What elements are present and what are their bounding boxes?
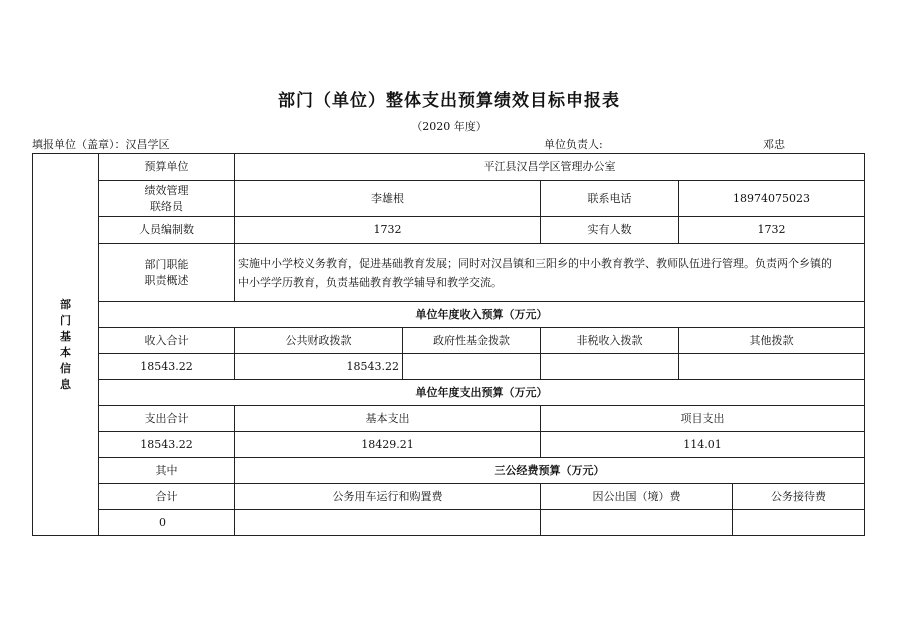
unit-head-label: 单位负责人: bbox=[544, 138, 603, 151]
income-fund-value bbox=[403, 354, 541, 380]
income-section-title: 单位年度收入预算（万元） bbox=[99, 302, 865, 328]
budget-unit-label: 预算单位 bbox=[99, 154, 235, 181]
three-public-header-reception: 公务接待费 bbox=[733, 484, 865, 510]
budget-table bbox=[32, 153, 865, 536]
three-public-header-row bbox=[33, 484, 865, 510]
income-other-value bbox=[679, 354, 865, 380]
income-header-nontax: 非税收入拨款 bbox=[541, 328, 679, 354]
phone-value: 18974075023 bbox=[679, 181, 865, 217]
unit-head-name: 邓忠 bbox=[763, 138, 785, 151]
document-title: 部门（单位）整体支出预算绩效目标申报表 bbox=[278, 91, 620, 111]
staff-quota-label: 人员编制数 bbox=[99, 217, 235, 244]
filing-unit-label: 填报单位（盖章）：汉昌学区 bbox=[32, 138, 170, 151]
staff-quota-value: 1732 bbox=[235, 217, 541, 244]
expense-header-total: 支出合计 bbox=[99, 406, 235, 432]
duty-description: 实施中小学校义务教育，促进基础教育发展；同时对汉昌镇和三阳乡的中小教育教学、教师队伍进行管理。负责两个乡镇的 中小学学历教育，负责基础教育教学辅导和教学交流。 bbox=[235, 244, 865, 302]
three-public-header-travel: 因公出国（境）费 bbox=[541, 484, 733, 510]
income-nontax-value bbox=[541, 354, 679, 380]
expense-header-basic: 基本支出 bbox=[235, 406, 541, 432]
expense-section-title: 单位年度支出预算（万元） bbox=[99, 380, 865, 406]
three-public-section-row bbox=[33, 458, 865, 484]
contact-label: 绩效管理 联络员 bbox=[99, 181, 235, 217]
phone-label: 联系电话 bbox=[541, 181, 679, 217]
income-header-public: 公共财政拨款 bbox=[235, 328, 403, 354]
three-public-reception-value bbox=[733, 510, 865, 536]
income-header-row bbox=[33, 328, 865, 354]
income-total-value: 18543.22 bbox=[99, 354, 235, 380]
three-public-vehicle-value bbox=[235, 510, 541, 536]
income-section-row bbox=[33, 302, 865, 328]
among-label: 其中 bbox=[99, 458, 235, 484]
expense-value-row bbox=[33, 432, 865, 458]
document-year: （2020 年度） bbox=[411, 120, 487, 133]
expense-project-value: 114.01 bbox=[541, 432, 865, 458]
three-public-total-value: 0 bbox=[99, 510, 235, 536]
expense-basic-value: 18429.21 bbox=[235, 432, 541, 458]
contact-row bbox=[33, 181, 865, 217]
three-public-header-vehicle: 公务用车运行和购置费 bbox=[235, 484, 541, 510]
staff-row bbox=[33, 217, 865, 244]
duty-label: 部门职能 职责概述 bbox=[99, 244, 235, 302]
income-value-row bbox=[33, 354, 865, 380]
budget-unit-row bbox=[33, 154, 865, 181]
contact-value: 李雄根 bbox=[235, 181, 541, 217]
income-public-value: 18543.22 bbox=[235, 354, 403, 380]
income-header-total: 收入合计 bbox=[99, 328, 235, 354]
actual-staff-label: 实有人数 bbox=[541, 217, 679, 244]
three-public-travel-value bbox=[541, 510, 733, 536]
budget-unit-value: 平江县汉昌学区管理办公室 bbox=[235, 154, 865, 181]
income-header-fund: 政府性基金拨款 bbox=[403, 328, 541, 354]
income-header-other: 其他拨款 bbox=[679, 328, 865, 354]
section-side-label: 部 门 基 本 信 息 bbox=[33, 154, 99, 536]
expense-section-row bbox=[33, 380, 865, 406]
three-public-header-total: 合计 bbox=[99, 484, 235, 510]
three-public-value-row bbox=[33, 510, 865, 536]
expense-header-row bbox=[33, 406, 865, 432]
three-public-section-title: 三公经费预算（万元） bbox=[235, 458, 865, 484]
expense-total-value: 18543.22 bbox=[99, 432, 235, 458]
expense-header-project: 项目支出 bbox=[541, 406, 865, 432]
actual-staff-value: 1732 bbox=[679, 217, 865, 244]
duty-row bbox=[33, 244, 865, 302]
